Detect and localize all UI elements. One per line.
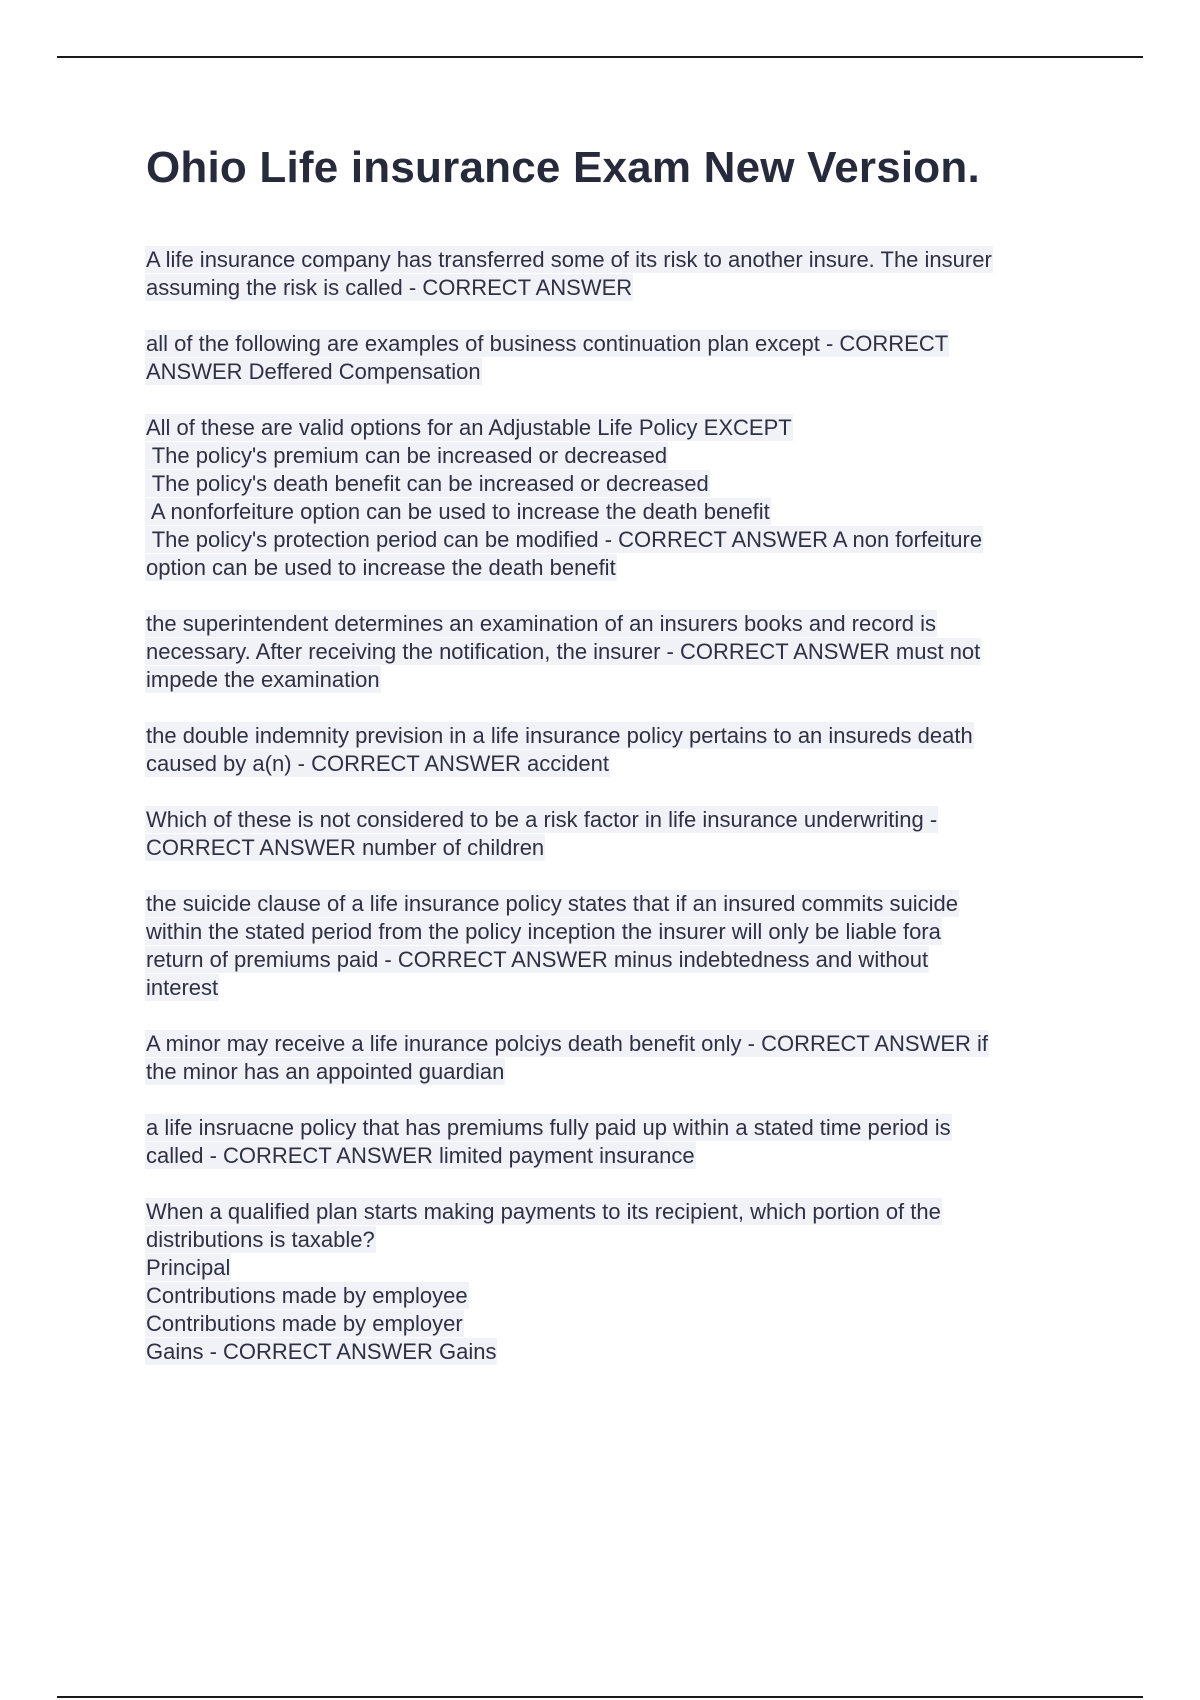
qa-line-text: When a qualified plan starts making payments to its recipient, which portion of the	[146, 1199, 941, 1224]
qa-line-text: interest	[146, 975, 219, 1000]
qa-line	[146, 1282, 1086, 1310]
qa-line	[146, 1142, 1086, 1170]
qa-line-text: the superintendent determines an examination of an insurers books and record is	[146, 611, 937, 636]
qa-line-text: a life insruacne policy that has premiums fully paid up within a stated time period is	[146, 1115, 951, 1140]
qa-item	[146, 1030, 1086, 1086]
qa-line-text: A life insurance company has transferred some of its risk to another insure. The insurer	[146, 247, 992, 272]
qa-line	[146, 1114, 1086, 1142]
qa-line	[146, 946, 1086, 974]
qa-line-text: All of these are valid options for an Adjustable Life Policy EXCEPT	[146, 415, 792, 440]
qa-item	[146, 246, 1086, 302]
qa-line-text: A minor may receive a life inurance polciys death benefit only - CORRECT ANSWER if	[146, 1031, 989, 1056]
qa-line	[146, 1254, 1086, 1282]
qa-line-text: A nonforfeiture option can be used to increase the death benefit	[146, 499, 770, 524]
qa-line	[146, 834, 1086, 862]
qa-line	[146, 610, 1086, 638]
document-body	[146, 140, 1086, 1394]
qa-line-text: caused by a(n) - CORRECT ANSWER accident	[146, 751, 609, 776]
qa-item	[146, 414, 1086, 582]
qa-line-text: the minor has an appointed guardian	[146, 1059, 505, 1084]
qa-line-text: the suicide clause of a life insurance policy states that if an insured commits suicide	[146, 891, 958, 916]
qa-line-text: The policy's death benefit can be increased or decreased	[146, 471, 709, 496]
qa-line-text: CORRECT ANSWER number of children	[146, 835, 545, 860]
qa-line	[146, 1310, 1086, 1338]
qa-line-text: Contributions made by employee	[146, 1283, 468, 1308]
qa-line-text: return of premiums paid - CORRECT ANSWER minus indebtedness and without	[146, 947, 929, 972]
qa-line-text: within the stated period from the policy inception the insurer will only be liable fora	[146, 919, 941, 944]
qa-line	[146, 554, 1086, 582]
qa-line-text: The policy's premium can be increased or decreased	[146, 443, 668, 468]
qa-line	[146, 1030, 1086, 1058]
qa-line-text: called - CORRECT ANSWER limited payment insurance	[146, 1143, 695, 1168]
qa-line	[146, 246, 1086, 274]
qa-line	[146, 442, 1086, 470]
qa-line	[146, 722, 1086, 750]
qa-list	[146, 246, 1086, 1366]
qa-item	[146, 722, 1086, 778]
qa-line-text: Principal	[146, 1255, 231, 1280]
qa-item	[146, 1114, 1086, 1170]
qa-line	[146, 414, 1086, 442]
qa-line	[146, 526, 1086, 554]
qa-line	[146, 1338, 1086, 1366]
qa-line-text: the double indemnity prevision in a life insurance policy pertains to an insureds death	[146, 723, 973, 748]
qa-line	[146, 666, 1086, 694]
qa-line	[146, 470, 1086, 498]
qa-line	[146, 274, 1086, 302]
qa-line	[146, 498, 1086, 526]
qa-line	[146, 358, 1086, 386]
top-rule	[57, 56, 1143, 58]
qa-line-text: The policy's protection period can be modified - CORRECT ANSWER A non forfeiture	[146, 527, 983, 552]
document-title: Ohio Life insurance Exam New Version.	[146, 143, 980, 192]
qa-line-text: necessary. After receiving the notification, the insurer - CORRECT ANSWER must not	[146, 639, 981, 664]
qa-line	[146, 918, 1086, 946]
qa-line	[146, 974, 1086, 1002]
qa-line	[146, 1058, 1086, 1086]
qa-item	[146, 1198, 1086, 1366]
qa-line-text: Which of these is not considered to be a risk factor in life insurance underwriting -	[146, 807, 938, 832]
qa-item	[146, 806, 1086, 862]
qa-line-text: ANSWER Deffered Compensation	[146, 359, 481, 384]
qa-line-text: Contributions made by employer	[146, 1311, 463, 1336]
qa-line	[146, 330, 1086, 358]
qa-line-text: all of the following are examples of business continuation plan except - CORRECT	[146, 331, 949, 356]
qa-line-text: assuming the risk is called - CORRECT ANSWER	[146, 275, 633, 300]
qa-item	[146, 890, 1086, 1002]
qa-line	[146, 1226, 1086, 1254]
qa-item	[146, 330, 1086, 386]
qa-line	[146, 750, 1086, 778]
qa-line-text: Gains - CORRECT ANSWER Gains	[146, 1339, 497, 1364]
qa-line	[146, 638, 1086, 666]
qa-line	[146, 1198, 1086, 1226]
qa-line-text: option can be used to increase the death benefit	[146, 555, 616, 580]
qa-line-text: impede the examination	[146, 667, 380, 692]
qa-item	[146, 610, 1086, 694]
bottom-rule	[57, 1696, 1143, 1698]
qa-line	[146, 806, 1086, 834]
qa-line	[146, 890, 1086, 918]
qa-line-text: distributions is taxable?	[146, 1227, 375, 1252]
